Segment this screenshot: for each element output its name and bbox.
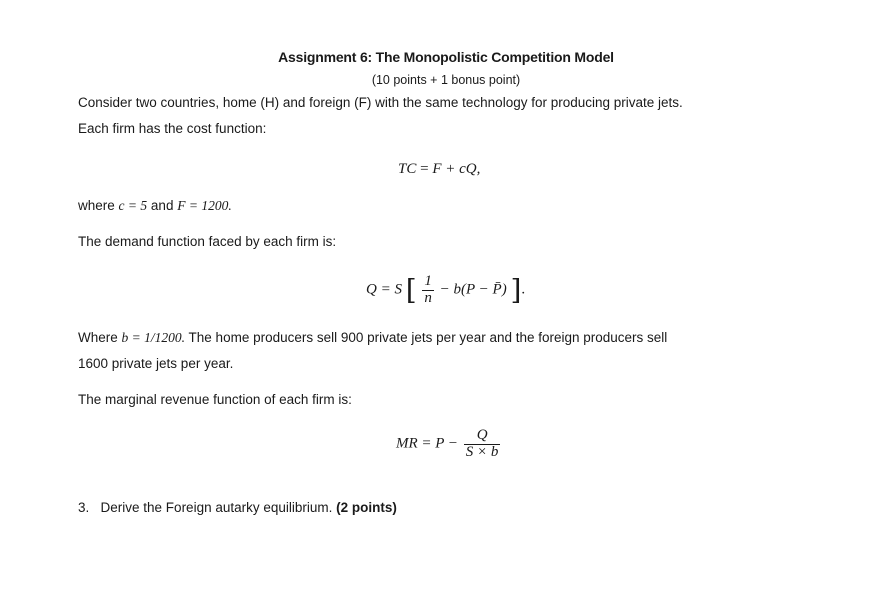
- demand-fraction: [422, 274, 434, 307]
- demand-eq-tail: − b(P − P̄): [439, 281, 507, 298]
- demand-frac-den: n: [424, 289, 432, 306]
- cost-eq-rhs: F + cQ,: [432, 161, 481, 177]
- cost-eq-lhs: TC: [398, 161, 417, 177]
- where-prefix: where: [78, 198, 115, 213]
- b-line-1: [78, 330, 667, 346]
- and-word: and: [150, 198, 174, 213]
- mr-frac-num: Q: [476, 427, 488, 443]
- question-text: Derive the Foreign autarky equilibrium.: [100, 500, 333, 515]
- b-prefix: Where: [78, 330, 118, 345]
- mr-frac-den: S × b: [465, 443, 499, 460]
- mr-equation: [396, 428, 502, 461]
- c-value: c = 5: [118, 198, 148, 213]
- mr-fraction: [464, 428, 501, 461]
- parameter-line: [78, 198, 232, 214]
- b-rest: The home producers sell 900 private jets per year and the foreign producers sell: [188, 330, 668, 345]
- demand-eq-lhs: Q = S: [366, 281, 402, 298]
- demand-intro: The demand function faced by each firm is:: [78, 234, 337, 249]
- f-value: F = 1200.: [177, 198, 232, 213]
- demand-frac-num: 1: [424, 273, 432, 289]
- intro-line-1: Consider two countries, home (H) and foreign (F) with the same technology for producing private jets.: [78, 95, 683, 110]
- question-number: 3.: [78, 500, 90, 515]
- question-3: [78, 500, 397, 515]
- intro-line-2: Each firm has the cost function:: [78, 121, 267, 136]
- points-subtitle: (10 points + 1 bonus point): [371, 73, 521, 87]
- assignment-title: Assignment 6: The Monopolistic Competition Model: [278, 49, 614, 65]
- mr-eq-lhs: MR = P −: [396, 435, 459, 452]
- b-value: b = 1/1200.: [121, 330, 186, 345]
- cost-equation: TC = F + cQ,: [398, 161, 481, 177]
- question-points: (2 points): [336, 500, 397, 515]
- mr-intro: The marginal revenue function of each firm is:: [78, 392, 352, 407]
- b-line-2: 1600 private jets per year.: [78, 356, 234, 371]
- demand-equation: Q = S [ $\frac{1}{n}$ − b(P − P̄) ].: [366, 273, 526, 307]
